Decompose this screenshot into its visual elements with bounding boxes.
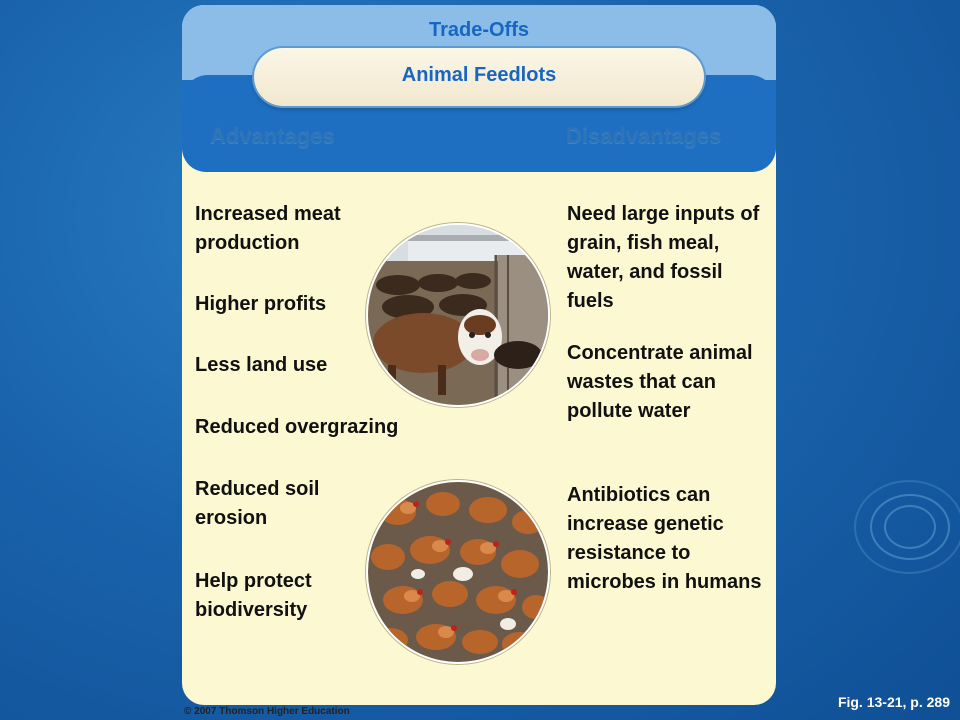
copyright-note: © 2007 Thomson Higher Education (184, 706, 350, 717)
page-title: Trade-Offs (428, 19, 530, 41)
figure-reference: Fig. 13-21, p. 289 (837, 694, 950, 710)
advantage-item: Reduced soil erosion (195, 478, 320, 529)
advantages-heading: Advantages (210, 123, 335, 148)
advantage-item: Less land use (195, 354, 328, 376)
disadvantages-heading: Disadvantages (566, 123, 722, 148)
disadvantage-item: Need large inputs of grain, fish meal, water, and fossil fuels (567, 203, 760, 312)
advantage-item: Increased meat production (195, 203, 341, 254)
trade-offs-panel (182, 5, 776, 705)
disadvantage-item: Concentrate animal wastes that can pollute water (567, 342, 753, 422)
ripple-decoration (854, 480, 960, 574)
advantage-item: Higher profits (195, 293, 327, 315)
cattle-feedlot-photo (366, 223, 550, 407)
advantage-item: Help protect biodiversity (195, 570, 312, 621)
subtitle: Animal Feedlots (401, 64, 557, 86)
chicken-farm-photo (366, 480, 550, 664)
advantage-item: Reduced overgrazing (195, 416, 399, 438)
subtitle-pill (254, 48, 704, 106)
disadvantage-item: Antibiotics can increase genetic resistance to microbes in humans (567, 484, 762, 593)
